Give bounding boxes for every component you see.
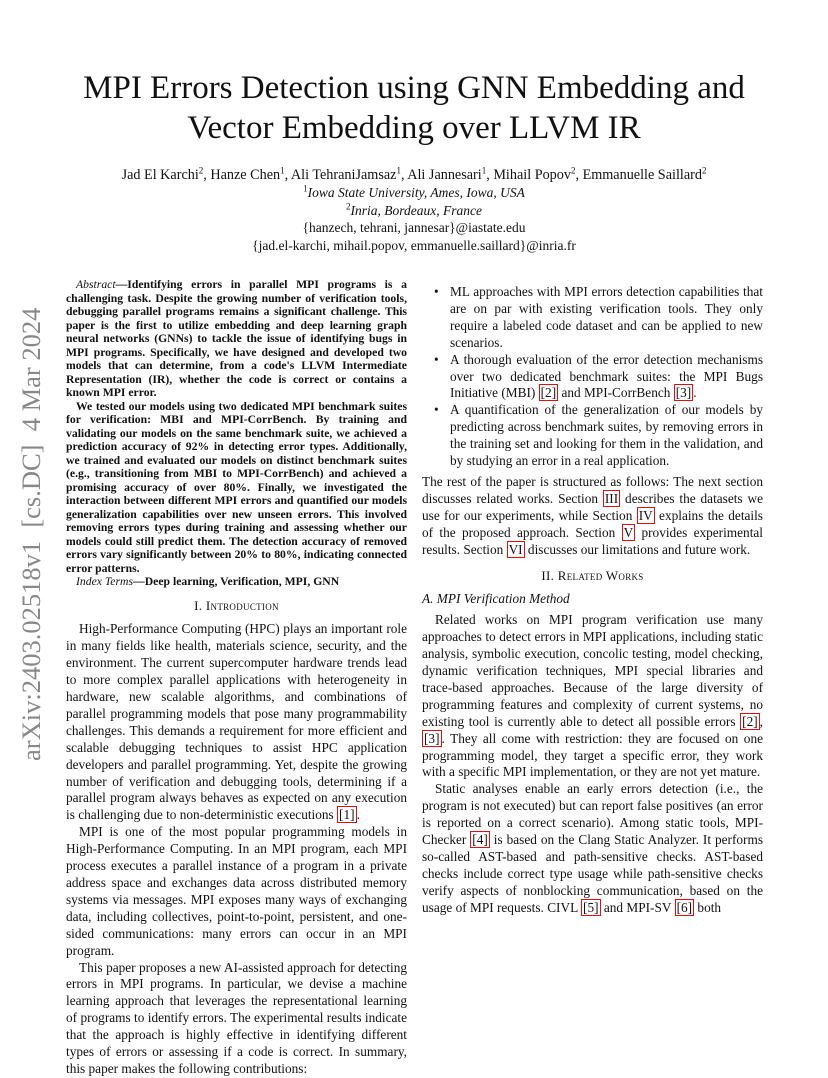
paragraph-text: discusses our limitations and future work. bbox=[524, 541, 751, 557]
section-link[interactable]: III bbox=[604, 490, 619, 506]
list-item-text: A quantification of the generalization of our models by predicting across benchmark suites, by removing errors in the training set and looking for them in the validation, and by studying an error in a real application. bbox=[450, 402, 763, 469]
intro-paragraph-3-start: This paper proposes a new AI-assisted approach for detecting errors in MPI programs. In particular, we devise a machine learning approach that leverages the representational learning of programs to identify errors. The experimental results indicate that the approach is highly effective in identifying different types of errors or assessing if a code is correct. In summary, this paper makes the following contributions: bbox=[66, 959, 407, 1076]
author-affil-mark: 1 bbox=[280, 165, 285, 176]
list-item-text: A thorough evaluation of the error detection mechanisms over two dedicated benchmark suites: the MPI Bugs Initiative (MBI) bbox=[450, 351, 763, 401]
author-affil-mark: 1 bbox=[481, 165, 487, 176]
citation-link[interactable]: [6] bbox=[676, 899, 693, 915]
title-line-2: Vector Embedding over LLVM IR bbox=[187, 110, 641, 146]
paper-outline-paragraph bbox=[422, 474, 763, 559]
author-affil-mark: 2 bbox=[198, 165, 204, 176]
abstract-paragraph-1 bbox=[66, 278, 407, 400]
related-paragraph-1 bbox=[422, 612, 763, 781]
paragraph-text: Related works on MPI program verification use many approaches to detect errors in MPI applications, including static analysis, symbolic execution, concolic testing, model checking, dynamic verification techniques, MPI special libraries and trace-based approaches. Because of the large diversity of programming features and complexity of current systems, no existing tool is currently able to detect all possible errors bbox=[422, 612, 763, 729]
author-name: , Emmanuelle Saillard bbox=[575, 167, 702, 183]
paragraph-text: The rest of the paper is structured as follows: The next section discusses related works. Section bbox=[422, 473, 763, 506]
arxiv-identifier-text: arXiv:2403.02518v1 [cs.DC] 4 Mar 2024 bbox=[16, 307, 46, 761]
affiliation-1 bbox=[60, 184, 768, 202]
list-item-text: ML approaches with MPI errors detection capabilities that are on par with existing verification tools. They only require a labeled code dataset and can be applied to new scenarios. bbox=[450, 284, 763, 350]
index-terms bbox=[66, 575, 407, 589]
section-link[interactable]: IV bbox=[638, 507, 653, 523]
paragraph-text: is based on the Clang Static Analyzer. It performs so-called AST-based and path-sensitive checks. AST-based checks include correct type usage while path-sensitive checks verify aspects of nonblocking communication, based on the usage of MPI requests. CIVL bbox=[422, 832, 763, 915]
list-item bbox=[450, 352, 763, 403]
email-line-1: {hanzech, tehrani, jannesar}@iastate.edu bbox=[302, 220, 526, 235]
author-name: , Ali Jannesari bbox=[400, 167, 482, 183]
abstract bbox=[66, 278, 407, 589]
citation-link[interactable]: [3] bbox=[424, 730, 440, 746]
abstract-paragraph-2: We tested our models using two dedicated MPI benchmark suites for verification: MBI and MPI-CorrBench. By training and validating our models on the same benchmark suite, we achieved a prediction accuracy of 92% in detecting error types. Additionally, we trained and evaluated our models on distinct benchmark suites (e.g., transitioning from MBI to MPI-CorrBench) and achieved a promising accuracy of over 80%. Finally, we investigated the interaction between different MPI errors and quantified our models generalization capabilities over new unseen errors. This involved removing errors types during training and assessing whether our models could still predict them. The detection accuracy of removed errors vary significantly between 20% to 80%, indicating connected error patterns. bbox=[66, 399, 407, 575]
section-heading-introduction: I. Introduction bbox=[194, 597, 279, 613]
title-line-1: MPI Errors Detection using GNN Embedding and bbox=[83, 70, 745, 106]
index-terms-label: Index Terms bbox=[76, 575, 134, 588]
paragraph-text: Static analyses enable an early errors detection (i.e., the program is not executed) but can report false positives (an error is reported on a correct scenario). Among static tools, MPI-Checker bbox=[422, 781, 763, 848]
paragraph-text: High-Performance Computing (HPC) plays an important role in many fields like health, materials science, security, and the environment. The current supercomputer hardware trends lead to more complex parallel applications with heterogeneity in hardware, new scalable algorithms, and combinations of parallel programming models that pose many programmability challenges. This demands a requirement for more efficient and scalable debugging techniques to assist HPC application developers and parallel programming. Yet, despite the growing number of verification and debugging tools, determining if a parallel program always behaves as expected on any execution is challenging due to non-deterministic executions bbox=[66, 621, 407, 823]
section-heading-related-works: II. Related Works bbox=[541, 567, 644, 583]
list-item bbox=[450, 284, 763, 352]
author-name: , Mihail Popov bbox=[486, 167, 571, 183]
author-name: , Hanze Chen bbox=[203, 167, 281, 183]
citation-link[interactable]: [5] bbox=[583, 899, 599, 915]
citation-link[interactable]: [2] bbox=[540, 385, 557, 401]
paragraph-text: . They all come with restriction: they are focused on one programming model, they target a specific error, they work with a specific MPI implementation, or they are not yet mature. bbox=[422, 730, 763, 780]
paper-title bbox=[60, 68, 768, 148]
email-line-2: {jad.el-karchi, mihail.popov, emmanuelle.saillard}@inria.fr bbox=[252, 237, 576, 253]
list-item-text: and MPI-CorrBench bbox=[558, 385, 674, 401]
author-name: Jad El Karchi bbox=[121, 167, 199, 183]
citation-link[interactable]: [2] bbox=[742, 713, 758, 729]
list-item-text: . bbox=[693, 385, 697, 401]
affiliation-mark: 2 bbox=[346, 201, 351, 211]
paragraph-text: describes the datasets we use for our experiments, while Section bbox=[422, 490, 763, 523]
intro-paragraph-2: MPI is one of the most popular programming models in High-Performance Computing. In an MPI program, each MPI process executes a parallel instance of a program in a private address space and exchanges data across distributed memory systems via messages. MPI exposes many ways of exchanging data, including collectives, point-to-point, persistent, and one-sided communications: many errors can occur in an MPI program. bbox=[66, 824, 407, 958]
paper-header bbox=[60, 68, 768, 254]
affiliation-text: Inria, Bordeaux, France bbox=[350, 202, 482, 218]
author-affil-mark: 2 bbox=[701, 165, 707, 176]
affiliation-text: Iowa State University, Ames, Iowa, USA bbox=[307, 185, 525, 200]
section-link[interactable]: VI bbox=[508, 541, 523, 557]
intro-paragraph-1 bbox=[66, 621, 407, 824]
left-column bbox=[66, 278, 407, 1078]
list-item bbox=[450, 402, 763, 470]
author-affil-mark: 2 bbox=[570, 165, 576, 176]
paragraph-text: , bbox=[759, 713, 763, 729]
paragraph-text: . bbox=[356, 807, 360, 823]
subsection-heading: A. MPI Verification Method bbox=[422, 591, 570, 607]
abstract-label: Abstract bbox=[76, 278, 116, 291]
paragraph-text: and MPI-SV bbox=[600, 899, 675, 915]
citation-link[interactable]: [1] bbox=[339, 807, 355, 823]
abstract-text: —Identifying errors in parallel MPI programs is a challenging task. Despite the growing number of verification tools, debugging parallel programs remains a significant challenge. This paper is the first to utilize embedding and deep learning graph neural networks (GNNs) to tackle the issue of identifying bugs in MPI programs. Specifically, we have designed and developed two models that can determine, from a code's LLVM Intermediate Representation (IR), whether the code is correct or contains a known MPI error. bbox=[66, 278, 407, 399]
paragraph-text: both bbox=[694, 899, 722, 915]
index-terms-text: —Deep learning, Verification, MPI, GNN bbox=[133, 575, 340, 588]
citation-link[interactable]: [4] bbox=[472, 832, 488, 848]
author-list bbox=[60, 166, 768, 184]
section-link[interactable]: V bbox=[623, 524, 634, 540]
author-name: , Ali TehraniJamsaz bbox=[284, 167, 397, 183]
affiliation-mark: 1 bbox=[303, 183, 308, 194]
arxiv-identifier-stamp bbox=[10, 285, 50, 765]
right-column bbox=[422, 278, 763, 917]
affiliation-2 bbox=[60, 202, 768, 220]
paragraph-text: provides experimental results. Section bbox=[422, 524, 763, 557]
citation-link[interactable]: [3] bbox=[675, 385, 692, 401]
related-paragraph-2 bbox=[422, 781, 763, 916]
paragraph-text: explains the details of the proposed approach. Section bbox=[422, 507, 763, 540]
author-affil-mark: 1 bbox=[396, 165, 401, 176]
contributions-list bbox=[422, 284, 763, 470]
